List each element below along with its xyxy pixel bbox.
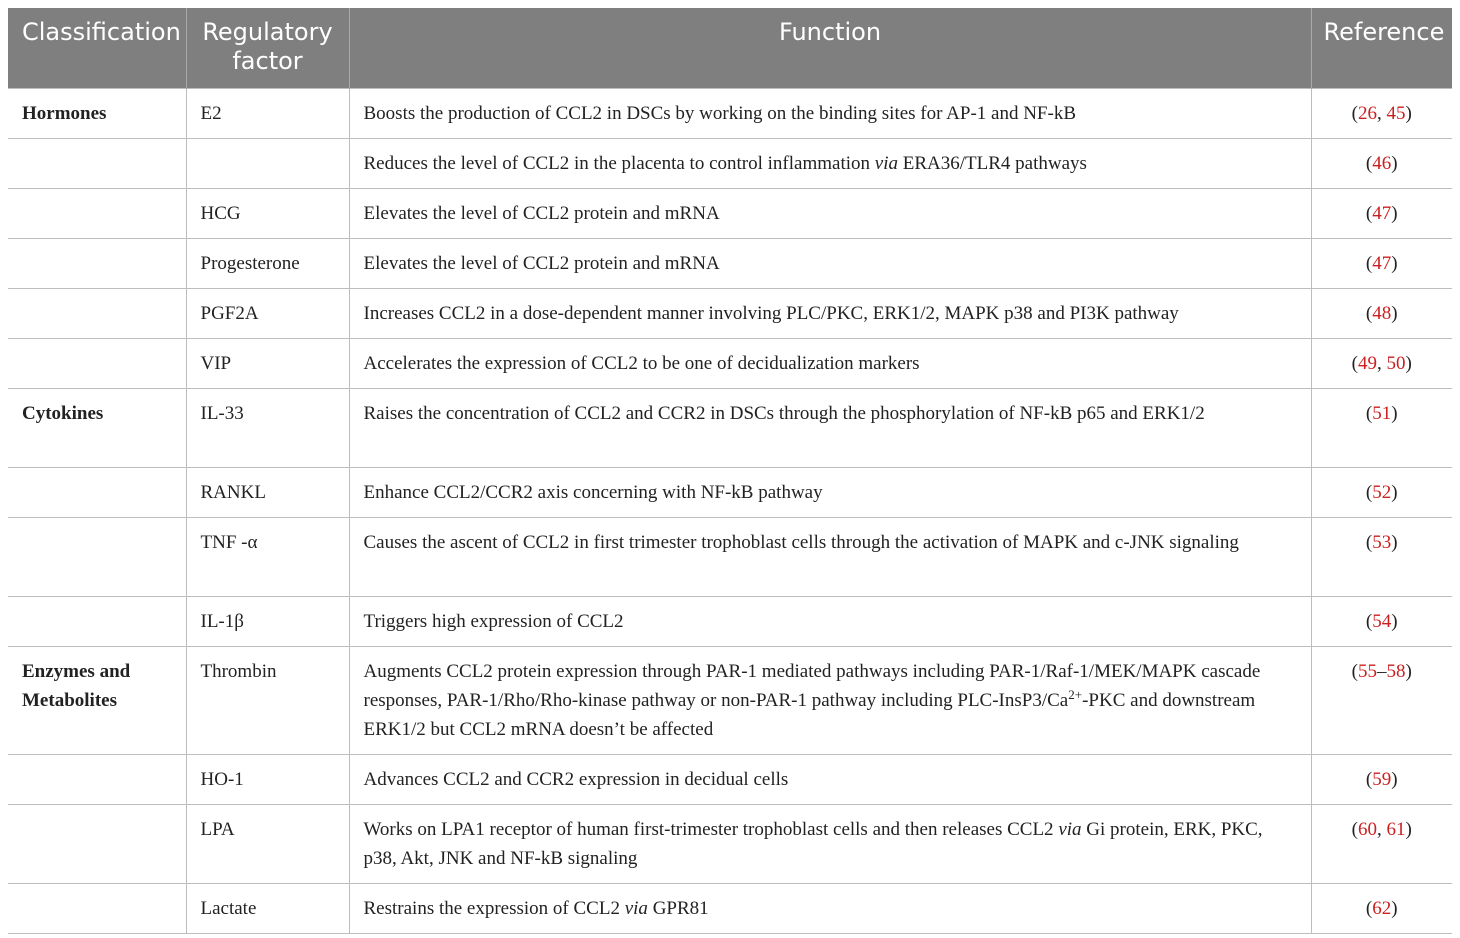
header-row xyxy=(8,8,1452,89)
cell-function xyxy=(349,647,1311,755)
ref-close-paren: ) xyxy=(1391,532,1398,553)
cell-classification xyxy=(8,289,186,339)
cell-regulatory-factor: LPA xyxy=(186,805,349,884)
ref-open-paren: ( xyxy=(1351,103,1358,124)
cell-classification xyxy=(8,755,186,805)
header-function: Function xyxy=(349,8,1311,89)
function-text-segment: ERA36/TLR4 pathways xyxy=(898,153,1087,174)
function-text-segment: Elevates the level of CCL2 protein and mRNA xyxy=(363,253,720,274)
function-text-segment: via xyxy=(1058,819,1082,840)
function-text-segment: 2+ xyxy=(1068,687,1083,702)
cell-reference xyxy=(1311,805,1452,884)
ref-open-paren: ( xyxy=(1365,482,1373,503)
cell-function xyxy=(349,189,1311,239)
ref-open-paren: ( xyxy=(1351,819,1358,840)
reference-link[interactable]: 45 xyxy=(1386,103,1406,124)
reference-link[interactable]: 48 xyxy=(1372,303,1392,324)
cell-regulatory-factor: IL-33 xyxy=(186,389,349,468)
cell-reference xyxy=(1311,289,1452,339)
function-text-segment: via xyxy=(874,153,898,174)
header-regulatory-factor xyxy=(186,8,349,89)
ref-separator: , xyxy=(1377,819,1387,840)
cell-reference xyxy=(1311,389,1452,468)
function-text-segment: Reduces the level of CCL2 in the placenta to control inflammation xyxy=(363,153,875,174)
cell-reference xyxy=(1311,884,1452,934)
ref-open-paren: ( xyxy=(1365,203,1373,224)
function-text-segment: Restrains the expression of CCL2 xyxy=(363,898,625,919)
ref-close-paren: ) xyxy=(1391,898,1398,919)
cell-function xyxy=(349,468,1311,518)
ref-open-paren: ( xyxy=(1351,661,1358,682)
cell-classification xyxy=(8,189,186,239)
cell-classification xyxy=(8,339,186,389)
table-header xyxy=(8,8,1452,89)
ref-separator: , xyxy=(1377,353,1387,374)
reference-link[interactable]: 50 xyxy=(1386,353,1406,374)
cell-classification xyxy=(8,805,186,884)
cell-reference xyxy=(1311,239,1452,289)
function-text-segment: Accelerates the expression of CCL2 to be one of decidualization markers xyxy=(363,353,920,374)
table-container xyxy=(8,8,1452,934)
cell-classification xyxy=(8,597,186,647)
cell-function xyxy=(349,805,1311,884)
cell-regulatory-factor: HO-1 xyxy=(186,755,349,805)
reference-link[interactable]: 62 xyxy=(1372,898,1392,919)
reference-link[interactable]: 61 xyxy=(1386,819,1406,840)
cell-function xyxy=(349,884,1311,934)
function-text-segment: via xyxy=(624,898,648,919)
cell-reference xyxy=(1311,89,1452,139)
cell-regulatory-factor: VIP xyxy=(186,339,349,389)
cell-classification: Cytokines xyxy=(8,389,186,468)
table-row xyxy=(8,89,1452,139)
table-row xyxy=(8,289,1452,339)
cell-reference xyxy=(1311,755,1452,805)
function-text-segment: Boosts the production of CCL2 in DSCs by working on the binding sites for AP-1 and NF-kB xyxy=(363,103,1076,124)
ref-separator: – xyxy=(1377,661,1387,682)
table-row xyxy=(8,884,1452,934)
cell-classification: Enzymes and Metabolites xyxy=(8,647,186,755)
reference-link[interactable]: 46 xyxy=(1372,153,1392,174)
ref-open-paren: ( xyxy=(1351,353,1358,374)
ref-open-paren: ( xyxy=(1365,611,1373,632)
cell-reference xyxy=(1311,647,1452,755)
cell-reference xyxy=(1311,518,1452,597)
cell-reference xyxy=(1311,139,1452,189)
cell-regulatory-factor: Lactate xyxy=(186,884,349,934)
function-text-segment: Enhance CCL2/CCR2 axis concerning with NF-kB pathway xyxy=(363,482,823,503)
reference-link[interactable]: 47 xyxy=(1372,253,1392,274)
function-text-segment: Works on LPA1 receptor of human first-trimester trophoblast cells and then releases CCL2 xyxy=(363,819,1059,840)
function-text-segment: Causes the ascent of CCL2 in first trimester trophoblast cells through the activation of MAPK and c-JNK signaling xyxy=(363,532,1239,553)
ref-open-paren: ( xyxy=(1365,303,1373,324)
cell-function xyxy=(349,518,1311,597)
cell-function xyxy=(349,89,1311,139)
table-row xyxy=(8,468,1452,518)
ref-close-paren: ) xyxy=(1391,153,1398,174)
cell-function xyxy=(349,139,1311,189)
cell-regulatory-factor: RANKL xyxy=(186,468,349,518)
cell-reference xyxy=(1311,597,1452,647)
table-row xyxy=(8,389,1452,468)
ref-close-paren: ) xyxy=(1391,403,1398,424)
cell-function xyxy=(349,239,1311,289)
cell-reference xyxy=(1311,339,1452,389)
reference-link[interactable]: 51 xyxy=(1372,403,1392,424)
cell-regulatory-factor: PGF2A xyxy=(186,289,349,339)
regulatory-factors-table xyxy=(8,8,1452,934)
table-row xyxy=(8,597,1452,647)
table-body xyxy=(8,89,1452,934)
function-text-segment: Gi protein, ERK, PKC, p38, Akt, JNK and NF-kB signaling xyxy=(363,819,1263,869)
cell-regulatory-factor xyxy=(186,139,349,189)
header-regulatory-factor-line2: factor xyxy=(232,47,303,75)
reference-link[interactable]: 58 xyxy=(1386,661,1406,682)
ref-close-paren: ) xyxy=(1391,482,1398,503)
function-text-segment: Augments CCL2 protein expression through PAR-1 mediated pathways including PAR-1/Raf-1/MEK/MAPK cascade responses, PAR-1/Rho/Rho-kinase pathway or non-PAR-1 pathway including PLC-InsP3/Ca xyxy=(363,661,1261,711)
ref-open-paren: ( xyxy=(1365,898,1373,919)
reference-link[interactable]: 54 xyxy=(1372,611,1392,632)
cell-regulatory-factor: Thrombin xyxy=(186,647,349,755)
ref-open-paren: ( xyxy=(1365,532,1373,553)
table-row xyxy=(8,647,1452,755)
ref-close-paren: ) xyxy=(1391,611,1398,632)
reference-link[interactable]: 53 xyxy=(1372,532,1392,553)
cell-function xyxy=(349,339,1311,389)
cell-regulatory-factor: TNF -α xyxy=(186,518,349,597)
reference-link[interactable]: 26 xyxy=(1358,103,1377,124)
ref-open-paren: ( xyxy=(1365,253,1373,274)
cell-function xyxy=(349,597,1311,647)
cell-classification: Hormones xyxy=(8,89,186,139)
ref-close-paren: ) xyxy=(1391,303,1398,324)
function-text-segment: Increases CCL2 in a dose-dependent manner involving PLC/PKC, ERK1/2, MAPK p38 and PI3K pathway xyxy=(363,303,1179,324)
ref-close-paren: ) xyxy=(1391,769,1398,790)
cell-function xyxy=(349,389,1311,468)
ref-close-paren: ) xyxy=(1405,819,1412,840)
ref-open-paren: ( xyxy=(1365,769,1373,790)
table-row xyxy=(8,339,1452,389)
ref-open-paren: ( xyxy=(1365,153,1373,174)
reference-link[interactable]: 55 xyxy=(1358,661,1377,682)
function-text-segment: Triggers high expression of CCL2 xyxy=(363,611,624,632)
cell-classification xyxy=(8,139,186,189)
function-text-segment: GPR81 xyxy=(647,898,709,919)
reference-link[interactable]: 60 xyxy=(1358,819,1377,840)
cell-regulatory-factor: IL-1β xyxy=(186,597,349,647)
function-text-segment: Raises the concentration of CCL2 and CCR2 in DSCs through the phosphorylation of NF-kB p65 and ERK1/2 xyxy=(363,403,1205,424)
cell-reference xyxy=(1311,468,1452,518)
cell-classification xyxy=(8,518,186,597)
ref-separator: , xyxy=(1377,103,1387,124)
function-text-segment: -PKC and downstream ERK1/2 but CCL2 mRNA doesn’t be affected xyxy=(363,690,1256,740)
ref-close-paren: ) xyxy=(1391,253,1398,274)
table-row xyxy=(8,805,1452,884)
cell-classification xyxy=(8,468,186,518)
table-row xyxy=(8,139,1452,189)
header-regulatory-factor-line1: Regulatory xyxy=(202,18,333,46)
ref-close-paren: ) xyxy=(1405,103,1412,124)
reference-link[interactable]: 49 xyxy=(1358,353,1377,374)
cell-classification xyxy=(8,239,186,289)
cell-function xyxy=(349,289,1311,339)
cell-regulatory-factor: E2 xyxy=(186,89,349,139)
reference-link[interactable]: 52 xyxy=(1372,482,1392,503)
ref-open-paren: ( xyxy=(1365,403,1373,424)
table-row xyxy=(8,518,1452,597)
reference-link[interactable]: 47 xyxy=(1372,203,1392,224)
cell-reference xyxy=(1311,189,1452,239)
header-classification: Classification xyxy=(8,8,186,89)
ref-close-paren: ) xyxy=(1405,353,1412,374)
function-text-segment: Advances CCL2 and CCR2 expression in decidual cells xyxy=(363,769,789,790)
function-text-segment: Elevates the level of CCL2 protein and mRNA xyxy=(363,203,720,224)
ref-close-paren: ) xyxy=(1391,203,1398,224)
reference-link[interactable]: 59 xyxy=(1372,769,1392,790)
table-row xyxy=(8,755,1452,805)
ref-close-paren: ) xyxy=(1405,661,1412,682)
cell-regulatory-factor: HCG xyxy=(186,189,349,239)
header-reference: Reference xyxy=(1311,8,1452,89)
cell-regulatory-factor: Progesterone xyxy=(186,239,349,289)
cell-classification xyxy=(8,884,186,934)
cell-function xyxy=(349,755,1311,805)
table-row xyxy=(8,189,1452,239)
table-row xyxy=(8,239,1452,289)
